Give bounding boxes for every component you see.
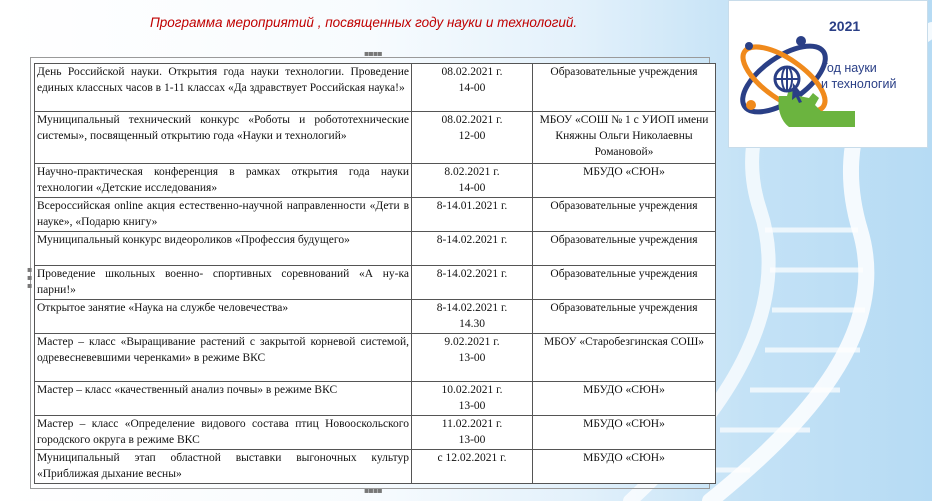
date-cell bbox=[412, 198, 533, 232]
date-text: 08.02.2021 г. bbox=[441, 66, 503, 78]
resize-handle-left[interactable]: ▪ ▪ ▪ bbox=[27, 265, 32, 290]
place-cell: МБУДО «СЮН» bbox=[533, 382, 716, 416]
place-cell: Образовательные учреждения bbox=[533, 64, 716, 112]
place-cell: МБОУ «СОШ № 1 с УИОП имени Княжны Ольги Николаевны Романовой» bbox=[533, 112, 716, 164]
place-cell: МБОУ «Старобезгинская СОШ» bbox=[533, 334, 716, 382]
year-of-science-logo bbox=[728, 0, 928, 148]
date-text: 10.02.2021 г. bbox=[441, 384, 503, 396]
date-text: 8-14.02.2021 г. bbox=[436, 268, 508, 280]
date-cell bbox=[412, 232, 533, 266]
time-text: 14-00 bbox=[458, 82, 486, 94]
table-row bbox=[35, 64, 716, 112]
page-title: Программа мероприятий , посвященных году науки и технологий. bbox=[150, 15, 578, 30]
table-row bbox=[35, 300, 716, 334]
date-text: 8.02.2021 г. bbox=[444, 166, 500, 178]
date-cell bbox=[412, 334, 533, 382]
time-text: 14-00 bbox=[458, 182, 486, 194]
event-cell: Проведение школьных военно- спортивных соревнований «А ну-ка парни!» bbox=[35, 266, 412, 300]
table-row bbox=[35, 382, 716, 416]
event-cell: Муниципальный технический конкурс «Роботы и робототехнические системы», посвященный открытию года «Науки и технологий» bbox=[35, 112, 412, 164]
logo-year: 2021 bbox=[829, 18, 861, 34]
date-text: 8-14.01.2021 г. bbox=[436, 200, 508, 212]
table-row bbox=[35, 198, 716, 232]
table-row bbox=[35, 450, 716, 484]
event-cell: Мастер – класс «Выращивание растений с закрытой корневой системой, одревесневевшими черенками» в режиме ВКС bbox=[35, 334, 412, 382]
date-text: 8-14.02.2021 г. bbox=[436, 302, 508, 314]
date-text: с 12.02.2021 г. bbox=[437, 452, 507, 464]
date-cell bbox=[412, 266, 533, 300]
date-cell bbox=[412, 382, 533, 416]
event-cell: Всероссийская online акция естественно-научной направленности «Дети в науке», «Подарю книгу» bbox=[35, 198, 412, 232]
time-text: 13-00 bbox=[458, 352, 486, 364]
event-cell: Открытое занятие «Наука на службе человечества» bbox=[35, 300, 412, 334]
date-cell bbox=[412, 112, 533, 164]
date-cell bbox=[412, 164, 533, 198]
time-text: 14.30 bbox=[459, 318, 485, 330]
resize-handle-bottom[interactable]: ▪▪▪▪ bbox=[364, 486, 382, 495]
event-cell: Муниципальный конкурс видеороликов «Профессия будущего» bbox=[35, 232, 412, 266]
resize-handle-top[interactable]: ▪▪▪▪ bbox=[364, 49, 382, 58]
date-text: 11.02.2021 г. bbox=[441, 418, 503, 430]
table-row bbox=[35, 266, 716, 300]
date-cell bbox=[412, 300, 533, 334]
table-row bbox=[35, 164, 716, 198]
time-text: 13-00 bbox=[458, 434, 486, 446]
table-row bbox=[35, 334, 716, 382]
date-text: 08.02.2021 г. bbox=[441, 114, 503, 126]
event-cell: День Российской науки. Открытия года науки технологии. Проведение единых классных часов в 1-11 классах «Да здравствует Российская наука!» bbox=[35, 64, 412, 112]
date-text: 9.02.2021 г. bbox=[444, 336, 500, 348]
place-cell: МБУДО «СЮН» bbox=[533, 450, 716, 484]
logo-line-1: Год науки bbox=[821, 61, 877, 75]
place-cell: Образовательные учреждения bbox=[533, 266, 716, 300]
table-row bbox=[35, 416, 716, 450]
table-row bbox=[35, 112, 716, 164]
date-cell bbox=[412, 64, 533, 112]
date-cell bbox=[412, 416, 533, 450]
event-cell: Мастер – класс «Определение видового состава птиц Новооскольского городского округа в режиме ВКС bbox=[35, 416, 412, 450]
date-text: 8-14.02.2021 г. bbox=[436, 234, 508, 246]
date-cell bbox=[412, 450, 533, 484]
place-cell: Образовательные учреждения bbox=[533, 300, 716, 334]
place-cell: Образовательные учреждения bbox=[533, 232, 716, 266]
time-text: 13-00 bbox=[458, 400, 486, 412]
place-cell: МБУДО «СЮН» bbox=[533, 164, 716, 198]
event-cell: Муниципальный этап областной выставки выгоночных культур «Приближая дыхание весны» bbox=[35, 450, 412, 484]
place-cell: МБУДО «СЮН» bbox=[533, 416, 716, 450]
time-text: 12-00 bbox=[458, 130, 486, 142]
place-cell: Образовательные учреждения bbox=[533, 198, 716, 232]
event-cell: Научно-практическая конференция в рамках открытия года науки технологии «Детские исследования» bbox=[35, 164, 412, 198]
event-cell: Мастер – класс «качественный анализ почвы» в режиме ВКС bbox=[35, 382, 412, 416]
events-table bbox=[34, 63, 716, 484]
table-row bbox=[35, 232, 716, 266]
logo-line-2: и технологий bbox=[821, 77, 897, 91]
